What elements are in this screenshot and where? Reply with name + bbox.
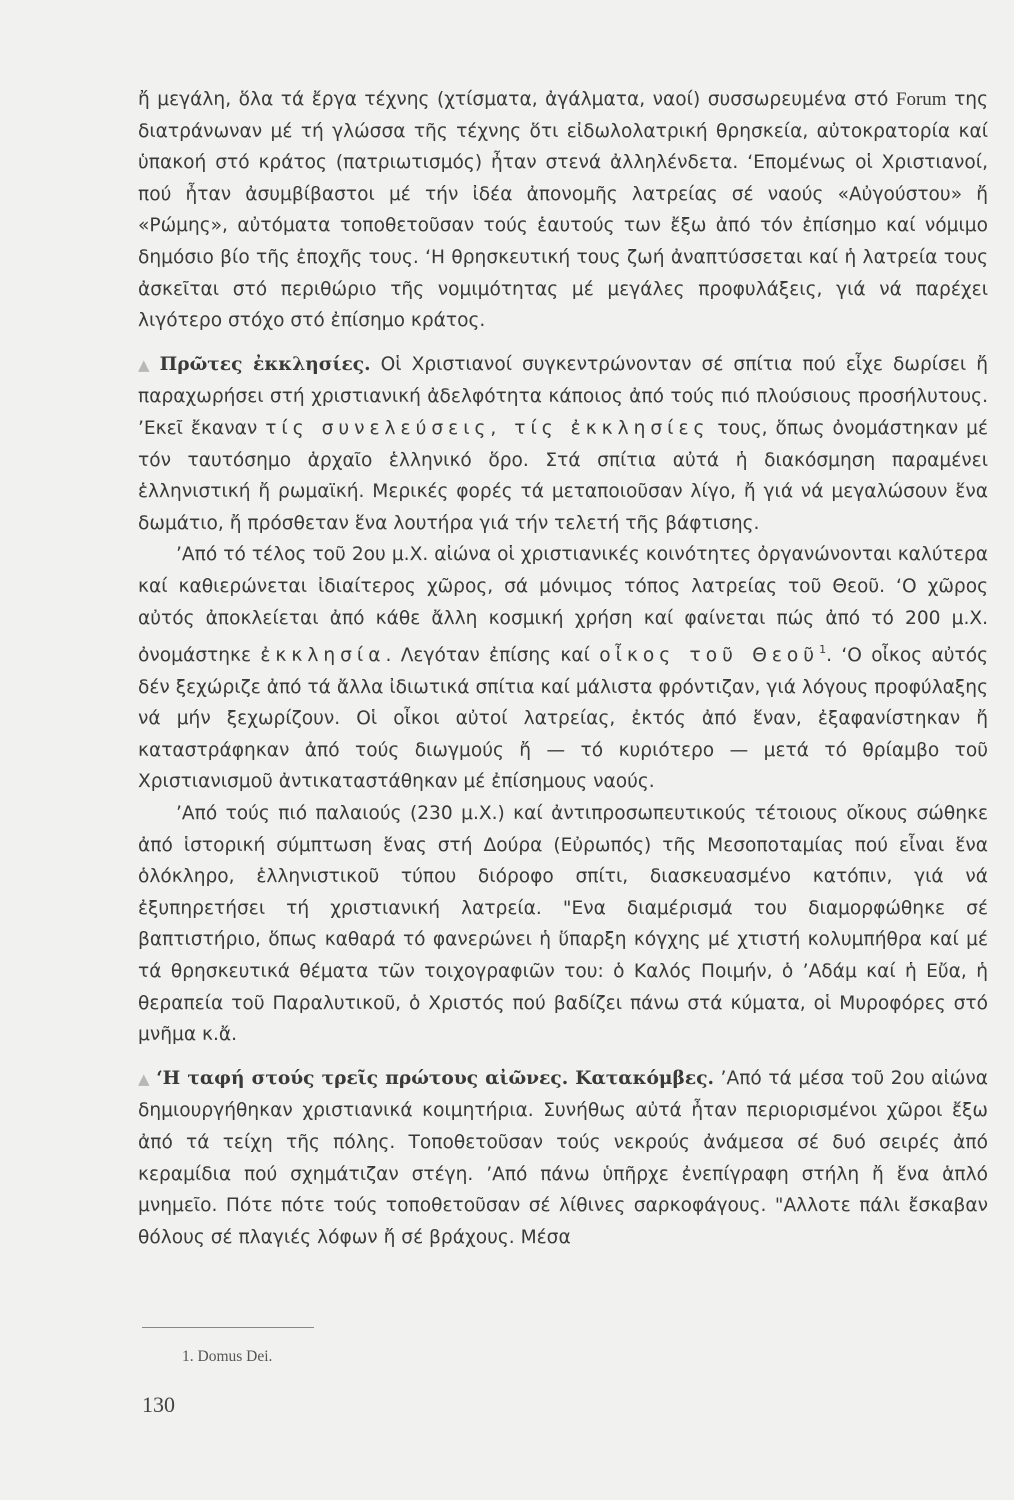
body-text [138,84,988,1253]
paragraph-3: ’Από τό τέλος τοῦ 2ου μ.Χ. αἰώνα οἱ χριστιανικές κοινότητες ὀργανώνονται καλύτερα καί καθιερώνεται ἰδιαίτερος χῶρος, σά μόνιμος τόπος λατρείας τοῦ Θεοῦ. ‘Ο χῶρος αὐτός ἀποκλείεται ἀπό κάθε ἄλλη κοσμική χρήση καί φαίνεται πώς ἀπό τό 200 μ.Χ. ὀνομάστηκε ἐκκλησία. Λεγόταν ἐπίσης καί οἶκος τοῦ Θεοῦ$^1$. ‘Ο οἶκος αὐτός δέν ξεχώριζε ἀπό τά ἄλλα ἰδιωτικά σπίτια καί μάλιστα φρόντιζαν, γιά λόγους προφύλαξης νά μήν ξεχωρίζουν. Οἱ οἶκοι αὐτοί λατρείας, ἐκτός ἀπό ἕναν, ἐξαφανίστηκαν ἤ καταστράφηκαν ἀπό τούς διωγμούς ἤ — τό κυριότερο — μετά τό θρίαμβο τοῦ Χριστιανισμοῦ ἀντικαταστάθηκαν μέ ἐπίσημους ναούς. [138,544,988,793]
paragraph-4: ’Από τούς πιό παλαιούς (230 μ.Χ.) καί ἀντιπροσωπευτικούς τέτοιους οἴκους σώθηκε ἀπό ἱστορική σύμπτωση ἕνας στή Δούρα (Εὐρωπός) τῆς Μεσοποταμίας πού εἶναι ἕνα ὁλόκληρο, ἑλληνιστικοῦ τύπου διόροφο σπίτι, διασκευασμένο κατόπιν, γιά νά ἐξυπηρετήσει τή χριστιανική λατρεία. "Ενα διαμέρισμά του διαμορφώθηκε σέ βαπτιστήριο, ὅπως καθαρά τό φανερώνει ἡ ὕπαρξη κόγχης μέ χτιστή κολυμπήθρα καί μέ τά θρησκευτικά θέματα τῶν τοιχογραφιῶν του: ὁ Καλός Ποιμήν, ὁ ’Αδάμ καί ἡ Εὔα, ἡ θεραπεία τοῦ Παραλυτικοῦ, ὁ Χριστός πού βαδίζει πάνω στά κύματα, οἱ Μυροφόρες στό μνῆμα κ.ἄ. [138,803,988,1046]
triangle-icon: ▲ [138,355,154,374]
paragraph-2: ▲ Πρῶτες ἐκκλησίες. Οἱ Χριστιανοί συγκεντρώνονταν σέ σπίτια πού εἶχε δωρίσει ἤ παραχωρήσει στή χριστιανική ἀδελφότητα κάποιος ἀπό τούς πιό πλούσιους προσήλυτους. ’Εκεῖ ἔκαναν τίς συνελεύσεις, τίς ἐκκλησίες τους, ὅπως ὀνομάστηκαν μέ τόν ταυτόσημο ἀρχαῖο ἑλληνικό ὅρο. Στά σπίτια αὐτά ἡ διακόσμηση παραμένει ἑλληνιστική ἤ ρωμαϊκή. Μερικές φορές τά μεταποιοῦσαν λίγο, ἤ γιά νά μεγαλώσουν ἕνα δωμάτιο, ἤ πρόσθεταν ἕνα λουτήρα γιά τήν τελετή τῆς βάφτισης. [138,353,988,534]
footnote-divider [142,1327,314,1328]
footnote-ref: 1 [819,643,827,657]
triangle-icon: ▲ [138,1069,151,1088]
paragraph-1: ἤ μεγάλη, ὅλα τά ἔργα τέχνης (χτίσματα, ἀγάλματα, ναοί) συσσωρευμένα στό Forum της διατράνωναν μέ τή γλώσσα τῆς τέχνης ὅτι εἰδωλολατρική θρησκεία, αὐτοκρατορία καί ὑπακοή στό κράτος (πατριωτισμός) ἦταν στενά ἀλληλένδετα. ‘Επομένως οἱ Χριστιανοί, πού ἦταν ἀσυμβίβαστοι μέ τήν ἰδέα ἀπονομῆς λατρείας σέ ναούς «Αὐγούστου» ἤ «Ρώμης», αὐτόματα τοποθετοῦσαν τούς ἑαυτούς των ἔξω ἀπό τόν ἐπίσημο καί νόμιμο δημόσιο βίο τῆς ἐποχῆς τους. ‘Η θρησκευτική τους ζωή ἀναπτύσσεται καί ἡ λατρεία τους ἀσκεῖται στό περιθώριο τῆς νομιμότητας μέ μεγάλες προφυλάξεις, γιά νά παρέχει λιγότερο στόχο στό ἐπίσημο κράτος. [138,89,988,332]
forum-term: Forum [895,89,947,110]
spaced-term: τίς συνελεύσεις, τίς ἐκκλησίες [265,417,710,439]
paragraph-5: ▲ ‘Η ταφή στούς τρεῖς πρώτους αἰῶνες. Κατακόμβες. ’Από τά μέσα τοῦ 2ου αἰώνα δημιουργήθηκαν χριστιανικά κοιμητήρια. Συνήθως αὐτά ἦταν περιορισμένοι χῶροι ἔξω ἀπό τά τείχη τῆς πόλης. Τοποθετοῦσαν τούς νεκρούς ἀνάμεσα σέ δυό σειρές ἀπό κεραμίδια πού σχημάτιζαν στέγη. ’Από πάνω ὑπῆρχε ἐνεπίγραφη στήλη ἤ ἕνα ἁπλό μνημεῖο. Πότε πότε τούς τοποθετοῦσαν σέ λίθινες σαρκοφάγους. "Αλλοτε πάλι ἔσκαβαν θόλους σέ πλαγιές λόφων ἤ σέ βράχους. Μέσα [138,1067,988,1248]
footnote: 1. Domus Dei. [182,1348,273,1365]
section-heading-burial: ‘Η ταφή στούς τρεῖς πρώτους αἰῶνες. Κατακόμβες. [156,1067,714,1089]
spaced-term: οἶκος τοῦ Θεοῦ [599,645,820,667]
section-heading-first-churches: Πρῶτες ἐκκλησίες. [159,353,371,375]
spaced-term: ἐκκλησία [260,645,386,667]
page-number: 130 [142,1392,175,1417]
